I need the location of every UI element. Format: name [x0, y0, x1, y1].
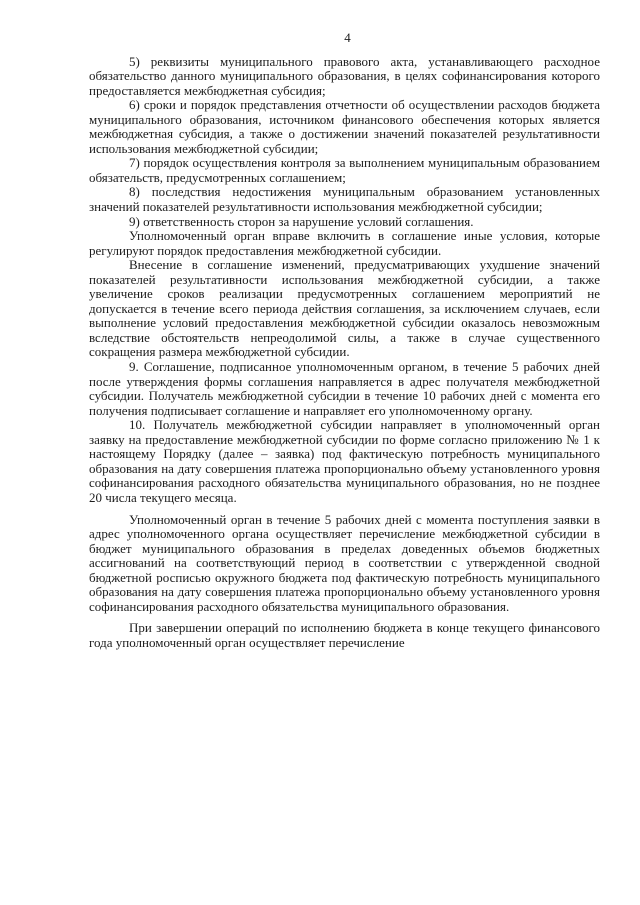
paragraph-item-8: 8) последствия недостижения муниципальным образованием установленных значений показателей результативности использования межбюджетной субсидии; — [89, 184, 600, 215]
paragraph-year-end: При завершении операций по исполнению бюджета в конце текущего финансового года уполномоченный орган осуществляет перечисление — [89, 620, 600, 650]
page-number: 4 — [344, 30, 351, 45]
paragraph-other-conditions: Уполномоченный орган вправе включить в соглашение иные условия, которые регулируют порядок предоставления межбюджетной субсидии. — [89, 228, 600, 258]
paragraph-item-6: 6) сроки и порядок представления отчетности об осуществлении расходов бюджета муниципального образования, источником финансового обеспечения которых является межбюджетная субсидия, а также о достижении значений показателей результативности использования межбюджетной субсидии; — [89, 97, 600, 156]
paragraph-section-10: 10. Получатель межбюджетной субсидии направляет в уполномоченный орган заявку на предоставление межбюджетной субсидии по форме согласно приложению № 1 к настоящему Порядку (далее – заявка) под фактическую потребность муниципального образования на дату совершения платежа пропорционально объему установленного уровня софинансирования расходного обязательства муниципального образования, но не позднее 20 числа текущего месяца. — [89, 417, 600, 505]
paragraph-item-5: 5) реквизиты муниципального правового акта, устанавливающего расходное обязательство данного муниципального образования, в целях софинансирования которого предоставляется межбюджетная субсидия; — [89, 53, 600, 98]
paragraph-transfer: Уполномоченный орган в течение 5 рабочих дней с момента поступления заявки в адрес уполномоченного органа осуществляет перечисление межбюджетной субсидии в бюджет муниципального образования в пределах доведенных объемов бюджетных ассигнований на соответствующий период в соответствии с утвержденной сводной бюджетной росписью окружного бюджета под фактическую потребность муниципального образования на дату совершения платежа пропорционально объему установленного уровня софинансирования расходного обязательства муниципального образования. — [89, 511, 600, 614]
paragraph-item-7: 7) порядок осуществления контроля за выполнением муниципальным образованием обязательств, предусмотренных соглашением; — [89, 155, 600, 185]
paragraph-section-9: 9. Соглашение, подписанное уполномоченным органом, в течение 5 рабочих дней после утверждения формы соглашения направляется в адрес получателя межбюджетной субсидии. Получатель межбюджетной субсидии в течение 10 рабочих дней с момента его получения подписывает соглашение и направляет его уполномоченному органу. — [89, 359, 600, 418]
paragraph-amendments: Внесение в соглашение изменений, предусматривающих ухудшение значений показателей результативности использования межбюджетной субсидии, а также увеличение сроков реализации предусмотренных соглашением мероприятий не допускается в течение всего периода действия соглашения, за исключением случаев, если выполнение условий предоставления межбюджетной субсидии оказалось невозможным вследствие обстоятельств непреодолимой силы, а также в случае существенного сокращения размера межбюджетной субсидии. — [89, 257, 600, 360]
paragraph-item-9: 9) ответственность сторон за нарушение условий соглашения. — [129, 213, 474, 229]
